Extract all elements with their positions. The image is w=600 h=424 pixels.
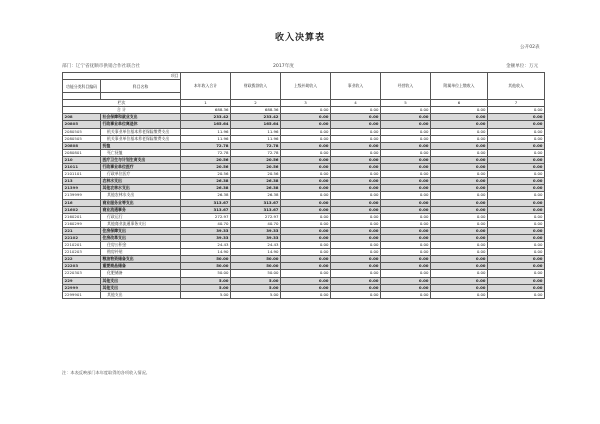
amount-cell: 50.00 [181, 256, 231, 263]
amount-cell: 0.00 [331, 142, 381, 149]
amount-cell: 11.96 [181, 128, 231, 135]
amount-cell: 313.67 [181, 199, 231, 206]
total-cell: 0.00 [488, 107, 545, 114]
total-label: 合 计 [63, 107, 181, 114]
func-code-cell: 2080801 [63, 149, 101, 156]
amount-cell: 0.00 [331, 213, 381, 220]
amount-cell: 0.00 [281, 242, 331, 249]
func-name-cell: 机关事业单位基本养老保险缴费支出 [101, 135, 181, 142]
amount-cell: 0.00 [281, 213, 331, 220]
amount-cell: 26.38 [181, 178, 231, 185]
amount-cell: 0.00 [431, 270, 488, 277]
amount-cell: 72.78 [181, 142, 231, 149]
func-name-cell: 住房保障支出 [101, 227, 181, 234]
col-header-2: 财政拨款收入 [231, 73, 281, 100]
func-name-cell: 行政运行 [101, 213, 181, 220]
amount-cell: 0.00 [381, 284, 431, 291]
table-row [63, 277, 545, 284]
amount-cell: 0.00 [281, 227, 331, 234]
total-cell: 688.36 [181, 107, 231, 114]
amount-cell: 5.00 [181, 277, 231, 284]
amount-cell: 50.00 [231, 270, 281, 277]
amount-cell: 0.00 [331, 149, 381, 156]
amount-cell: 165.64 [181, 121, 231, 128]
table-row [63, 114, 545, 121]
unit-label: 部门：辽宁省抚顺市供销合作社联合社 [62, 64, 141, 69]
amount-cell: 0.00 [281, 277, 331, 284]
col-num: 6 [431, 100, 488, 107]
footnote: 注：本表反映部门本年度取得的各项收入情况。 [62, 370, 150, 375]
col-num: 5 [381, 100, 431, 107]
amount-cell: 0.00 [281, 206, 331, 213]
amount-cell: 0.00 [281, 185, 331, 192]
amount-cell: 50.00 [181, 263, 231, 270]
table-row [63, 156, 545, 163]
func-name-cell: 机关事业单位基本养老保险缴费支出 [101, 128, 181, 135]
amount-cell: 0.00 [331, 249, 381, 256]
col-header-7: 其他收入 [488, 73, 545, 100]
func-name-cell: 其他农林水支出 [101, 185, 181, 192]
table-row [63, 213, 545, 220]
amount-cell: 0.00 [381, 206, 431, 213]
func-name-cell: 其他农林水支出 [101, 192, 181, 199]
amount-cell: 39.33 [231, 234, 281, 241]
amount-cell: 0.00 [281, 291, 331, 298]
amount-cell: 0.00 [381, 156, 431, 163]
func-name-cell: 重要商品储备 [101, 263, 181, 270]
table-row [63, 242, 545, 249]
amount-cell: 0.00 [381, 199, 431, 206]
amount-cell: 0.00 [381, 121, 431, 128]
amount-cell: 0.00 [431, 263, 488, 270]
fiscal-year: 2017年度 [273, 64, 294, 69]
num-label: 栏次 [63, 100, 181, 107]
func-name-header: 科目名称 [101, 80, 181, 93]
amount-cell: 0.00 [488, 263, 545, 270]
amount-cell: 313.67 [231, 199, 281, 206]
amount-cell: 0.00 [488, 128, 545, 135]
col-num: 1 [181, 100, 231, 107]
func-name-cell: 医疗卫生与计划生育支出 [101, 156, 181, 163]
func-code-cell: 22203 [63, 263, 101, 270]
col-header-1: 本年收入合计 [181, 73, 231, 100]
amount-cell: 0.00 [431, 178, 488, 185]
amount-cell: 0.00 [488, 270, 545, 277]
amount-cell: 0.00 [381, 171, 431, 178]
amount-cell: 0.00 [331, 135, 381, 142]
amount-cell: 5.00 [231, 277, 281, 284]
amount-cell: 0.00 [331, 234, 381, 241]
table-row [63, 234, 545, 241]
table-row [63, 199, 545, 206]
amount-cell: 0.00 [281, 234, 331, 241]
table-row [63, 284, 545, 291]
func-code-cell: 2080505 [63, 128, 101, 135]
amount-cell: 0.00 [331, 178, 381, 185]
func-code-cell: 208 [63, 114, 101, 121]
item-label: 项目 [63, 73, 181, 80]
amount-cell: 0.00 [431, 128, 488, 135]
amount-cell: 0.00 [281, 142, 331, 149]
amount-cell: 26.38 [181, 192, 231, 199]
amount-cell: 0.00 [331, 156, 381, 163]
amount-cell: 0.00 [331, 291, 381, 298]
amount-cell: 39.33 [231, 227, 281, 234]
amount-cell: 0.00 [331, 171, 381, 178]
amount-cell: 14.90 [181, 249, 231, 256]
amount-cell: 0.00 [281, 270, 331, 277]
func-code-cell: 2101101 [63, 171, 101, 178]
amount-cell: 0.00 [381, 192, 431, 199]
amount-cell: 24.43 [231, 242, 281, 249]
amount-cell: 0.00 [381, 114, 431, 121]
amount-cell: 0.00 [488, 114, 545, 121]
amount-cell: 0.00 [488, 256, 545, 263]
amount-cell: 0.00 [488, 142, 545, 149]
amount-cell: 0.00 [331, 185, 381, 192]
amount-cell: 0.00 [381, 242, 431, 249]
amount-cell: 0.00 [488, 121, 545, 128]
amount-cell: 0.00 [431, 164, 488, 171]
amount-cell: 0.00 [488, 171, 545, 178]
amount-cell: 0.00 [331, 284, 381, 291]
col-header-6: 附属单位上缴收入 [431, 73, 488, 100]
amount-cell: 0.00 [381, 227, 431, 234]
amount-cell: 0.00 [431, 249, 488, 256]
amount-cell: 272.97 [231, 213, 281, 220]
amount-cell: 0.00 [431, 213, 488, 220]
func-name-cell: 购房补贴 [101, 249, 181, 256]
amount-cell: 14.90 [231, 249, 281, 256]
func-name-cell: 化肥储备 [101, 270, 181, 277]
amount-cell: 40.70 [181, 220, 231, 227]
amount-cell: 0.00 [431, 284, 488, 291]
amount-cell: 0.00 [431, 142, 488, 149]
amount-cell: 24.43 [181, 242, 231, 249]
amount-cell: 0.00 [488, 234, 545, 241]
func-name-cell: 行政单位医疗 [101, 171, 181, 178]
amount-cell: 0.00 [381, 178, 431, 185]
amount-cell: 0.00 [381, 213, 431, 220]
amount-cell: 0.00 [431, 114, 488, 121]
amount-cell: 0.00 [431, 234, 488, 241]
table-row [63, 121, 545, 128]
amount-cell: 0.00 [431, 227, 488, 234]
amount-cell: 165.64 [231, 121, 281, 128]
table-row [63, 249, 545, 256]
func-name-cell: 抚恤 [101, 142, 181, 149]
func-name-cell: 死亡抚恤 [101, 149, 181, 156]
amount-cell: 0.00 [331, 199, 381, 206]
amount-cell: 0.00 [331, 206, 381, 213]
amount-cell: 26.38 [231, 178, 281, 185]
func-code-cell: 229 [63, 277, 101, 284]
amount-cell: 233.42 [181, 114, 231, 121]
amount-cell: 20.56 [181, 164, 231, 171]
func-name-cell: 商业服务业等支出 [101, 199, 181, 206]
amount-cell: 0.00 [488, 277, 545, 284]
func-name-cell: 商业流通事务 [101, 206, 181, 213]
col-header-5: 经营收入 [381, 73, 431, 100]
func-name-cell: 粮油物资储备支出 [101, 256, 181, 263]
amount-cell: 0.00 [331, 114, 381, 121]
table-row [63, 192, 545, 199]
amount-cell: 0.00 [488, 178, 545, 185]
amount-cell: 0.00 [488, 227, 545, 234]
total-cell: 0.00 [431, 107, 488, 114]
func-name-cell: 其他支出 [101, 284, 181, 291]
money-unit: 金额单位：万元 [506, 64, 539, 69]
amount-cell: 0.00 [381, 149, 431, 156]
table-row [63, 270, 545, 277]
amount-cell: 0.00 [331, 121, 381, 128]
table-row [63, 142, 545, 149]
amount-cell: 0.00 [431, 135, 488, 142]
amount-cell: 0.00 [431, 256, 488, 263]
amount-cell: 0.00 [381, 277, 431, 284]
amount-cell: 5.00 [231, 291, 281, 298]
amount-cell: 11.96 [231, 128, 281, 135]
amount-cell: 5.00 [181, 291, 231, 298]
total-cell: 0.00 [381, 107, 431, 114]
func-code-cell: 221 [63, 227, 101, 234]
amount-cell: 0.00 [488, 242, 545, 249]
amount-cell: 0.00 [381, 220, 431, 227]
amount-cell: 0.00 [488, 199, 545, 206]
func-code-cell: 20808 [63, 142, 101, 149]
amount-cell: 0.00 [488, 220, 545, 227]
table-row [63, 128, 545, 135]
amount-cell: 0.00 [331, 263, 381, 270]
amount-cell: 0.00 [381, 263, 431, 270]
table-row [63, 135, 545, 142]
amount-cell: 272.97 [181, 213, 231, 220]
table-header-item-row [63, 73, 545, 80]
func-code-cell: 2160201 [63, 213, 101, 220]
amount-cell: 0.00 [281, 171, 331, 178]
total-row [63, 107, 545, 114]
amount-cell: 0.00 [281, 114, 331, 121]
income-table [62, 72, 545, 299]
amount-cell: 0.00 [281, 192, 331, 199]
func-code-cell: 2080505 [63, 135, 101, 142]
func-name-cell: 其他支出 [101, 291, 181, 298]
func-code-cell: 22999 [63, 284, 101, 291]
amount-cell: 20.56 [231, 156, 281, 163]
amount-cell: 0.00 [331, 270, 381, 277]
amount-cell: 26.38 [181, 185, 231, 192]
amount-cell: 0.00 [281, 220, 331, 227]
func-name-cell: 其他商业流通事务支出 [101, 220, 181, 227]
amount-cell: 0.00 [381, 142, 431, 149]
amount-cell: 20.56 [231, 171, 281, 178]
func-code-cell: 222 [63, 256, 101, 263]
func-code-cell: 20805 [63, 121, 101, 128]
amount-cell: 0.00 [488, 164, 545, 171]
table-row [63, 164, 545, 171]
amount-cell: 0.00 [331, 164, 381, 171]
amount-cell: 0.00 [431, 206, 488, 213]
table-row [63, 227, 545, 234]
amount-cell: 0.00 [381, 135, 431, 142]
amount-cell: 0.00 [431, 242, 488, 249]
amount-cell: 0.00 [281, 284, 331, 291]
func-name-cell: 农林水支出 [101, 178, 181, 185]
func-code-cell: 2210203 [63, 249, 101, 256]
col-num: 3 [281, 100, 331, 107]
func-code-cell: 21011 [63, 164, 101, 171]
table-body [63, 114, 545, 298]
amount-cell: 0.00 [488, 284, 545, 291]
func-code-cell: 2299901 [63, 291, 101, 298]
amount-cell: 50.00 [181, 270, 231, 277]
amount-cell: 0.00 [431, 199, 488, 206]
amount-cell: 0.00 [281, 178, 331, 185]
table-row [63, 291, 545, 298]
amount-cell: 0.00 [488, 156, 545, 163]
amount-cell: 0.00 [281, 156, 331, 163]
amount-cell: 72.78 [231, 149, 281, 156]
amount-cell: 0.00 [488, 192, 545, 199]
amount-cell: 313.67 [231, 206, 281, 213]
amount-cell: 0.00 [281, 263, 331, 270]
table-row [63, 149, 545, 156]
total-cell: 0.00 [331, 107, 381, 114]
col-header-4: 事业收入 [331, 73, 381, 100]
amount-cell: 0.00 [431, 291, 488, 298]
amount-cell: 0.00 [381, 291, 431, 298]
amount-cell: 0.00 [381, 249, 431, 256]
func-name-cell: 行政事业单位医疗 [101, 164, 181, 171]
func-code-cell: 2139999 [63, 192, 101, 199]
amount-cell: 0.00 [381, 128, 431, 135]
amount-cell: 0.00 [381, 234, 431, 241]
form-code: 公开02表 [520, 45, 540, 50]
table-row [63, 185, 545, 192]
amount-cell: 0.00 [488, 135, 545, 142]
col-num: 4 [331, 100, 381, 107]
amount-cell: 0.00 [281, 256, 331, 263]
amount-cell: 0.00 [431, 171, 488, 178]
amount-cell: 0.00 [381, 270, 431, 277]
func-code-cell: 210 [63, 156, 101, 163]
amount-cell: 313.67 [181, 206, 231, 213]
amount-cell: 0.00 [381, 164, 431, 171]
amount-cell: 0.00 [431, 149, 488, 156]
amount-cell: 20.56 [231, 164, 281, 171]
amount-cell: 11.96 [231, 135, 281, 142]
col-num: 7 [488, 100, 545, 107]
amount-cell: 0.00 [331, 220, 381, 227]
amount-cell: 0.00 [331, 227, 381, 234]
amount-cell: 0.00 [488, 249, 545, 256]
amount-cell: 0.00 [281, 121, 331, 128]
amount-cell: 0.00 [431, 185, 488, 192]
amount-cell: 0.00 [381, 256, 431, 263]
amount-cell: 0.00 [281, 128, 331, 135]
amount-cell: 40.70 [231, 220, 281, 227]
amount-cell: 0.00 [331, 256, 381, 263]
amount-cell: 0.00 [331, 192, 381, 199]
amount-cell: 5.00 [181, 284, 231, 291]
table-row [63, 263, 545, 270]
amount-cell: 0.00 [331, 242, 381, 249]
func-code-cell: 21399 [63, 185, 101, 192]
amount-cell: 0.00 [381, 185, 431, 192]
amount-cell: 0.00 [488, 149, 545, 156]
amount-cell: 50.00 [231, 256, 281, 263]
func-name-cell: 住房公积金 [101, 242, 181, 249]
amount-cell: 39.33 [181, 227, 231, 234]
total-cell: 688.36 [231, 107, 281, 114]
amount-cell: 11.96 [181, 135, 231, 142]
amount-cell: 0.00 [281, 135, 331, 142]
page-title: 收入决算表 [274, 33, 325, 43]
func-name-cell: 社会保障和就业支出 [101, 114, 181, 121]
amount-cell: 0.00 [488, 213, 545, 220]
amount-cell: 39.33 [181, 234, 231, 241]
table-row [63, 171, 545, 178]
table-row [63, 220, 545, 227]
amount-cell: 20.56 [181, 156, 231, 163]
amount-cell: 5.00 [231, 284, 281, 291]
func-name-cell: 其他支出 [101, 277, 181, 284]
amount-cell: 0.00 [281, 164, 331, 171]
func-code-cell: 213 [63, 178, 101, 185]
amount-cell: 20.56 [181, 171, 231, 178]
func-code-cell: 2220303 [63, 270, 101, 277]
table-row [63, 206, 545, 213]
amount-cell: 0.00 [281, 149, 331, 156]
amount-cell: 72.78 [181, 149, 231, 156]
amount-cell: 26.38 [231, 192, 281, 199]
amount-cell: 26.38 [231, 185, 281, 192]
amount-cell: 233.42 [231, 114, 281, 121]
col-num: 2 [231, 100, 281, 107]
func-code-cell: 22102 [63, 234, 101, 241]
amount-cell: 0.00 [431, 192, 488, 199]
amount-cell: 0.00 [431, 156, 488, 163]
amount-cell: 72.78 [231, 142, 281, 149]
amount-cell: 0.00 [331, 128, 381, 135]
amount-cell: 0.00 [431, 121, 488, 128]
amount-cell: 0.00 [331, 277, 381, 284]
func-name-cell: 住房改革支出 [101, 234, 181, 241]
table-row [63, 178, 545, 185]
amount-cell: 0.00 [281, 249, 331, 256]
func-code-header: 功能分类科目编码 [63, 80, 101, 93]
column-number-row [63, 100, 545, 107]
table-row [63, 256, 545, 263]
func-code-cell: 2160299 [63, 220, 101, 227]
col-header-3: 上级补助收入 [281, 73, 331, 100]
amount-cell: 0.00 [431, 220, 488, 227]
amount-cell: 0.00 [488, 291, 545, 298]
amount-cell: 0.00 [488, 185, 545, 192]
func-code-cell: 2210201 [63, 242, 101, 249]
amount-cell: 0.00 [281, 199, 331, 206]
func-code-cell: 21602 [63, 206, 101, 213]
total-cell: 0.00 [281, 107, 331, 114]
func-code-cell: 216 [63, 199, 101, 206]
func-name-cell: 行政事业单位离退休 [101, 121, 181, 128]
amount-cell: 0.00 [488, 206, 545, 213]
amount-cell: 0.00 [431, 277, 488, 284]
amount-cell: 50.00 [231, 263, 281, 270]
